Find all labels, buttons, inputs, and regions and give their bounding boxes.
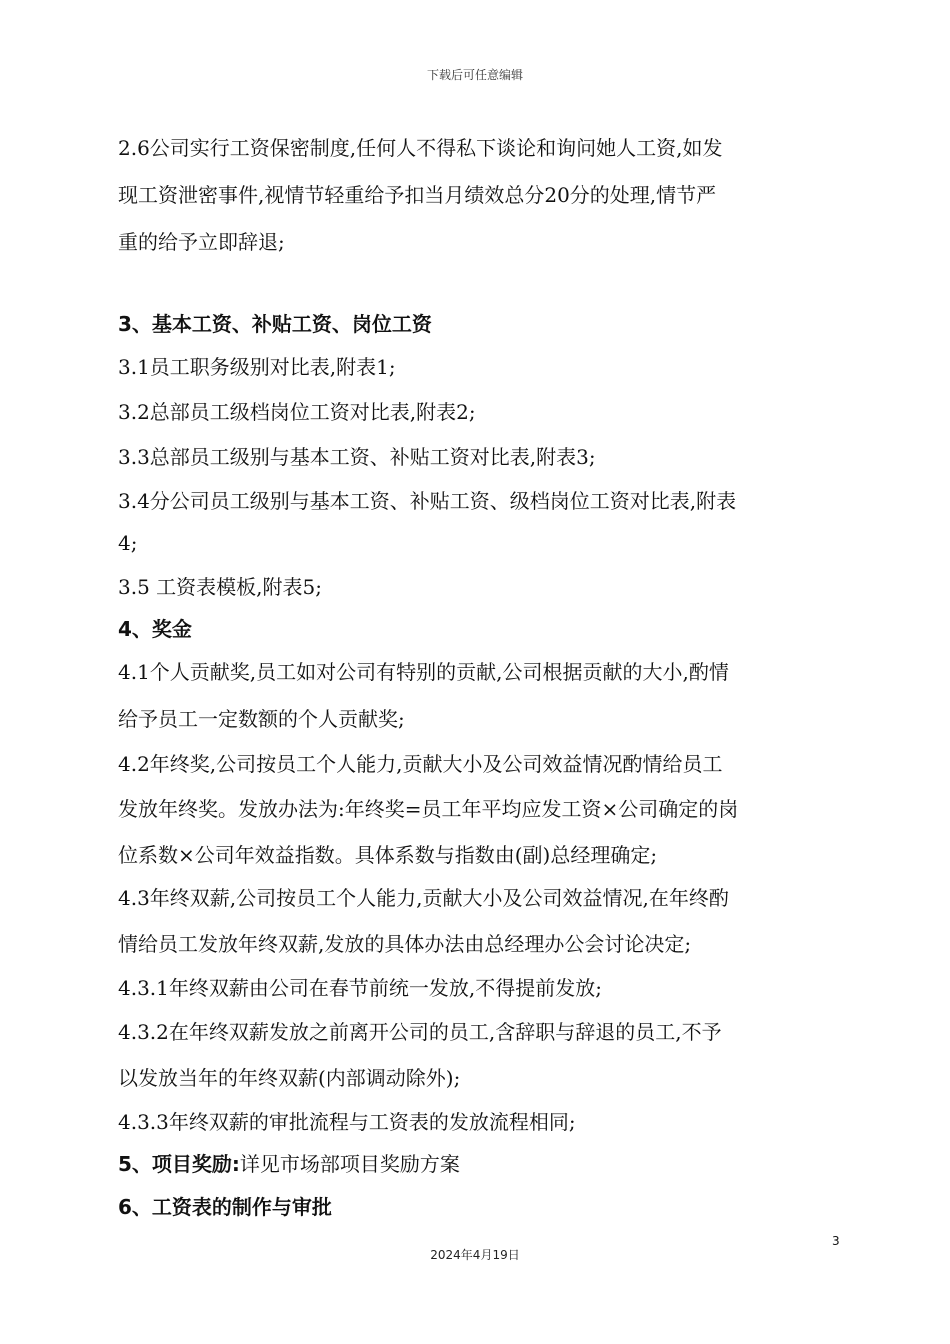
paragraph-line: 4; xyxy=(118,531,138,555)
paragraph-line: 3.5 工资表模板,附表5; xyxy=(118,575,322,599)
paragraph-line: 位系数×公司年效益指数。具体系数与指数由(副)总经理确定; xyxy=(118,843,658,867)
paragraph-line: 给予员工一定数额的个人贡献奖; xyxy=(118,707,405,731)
paragraph-line: 3.3总部员工级别与基本工资、补贴工资对比表,附表3; xyxy=(118,445,596,469)
page-header: 下载后可任意编辑 xyxy=(426,68,523,82)
paragraph-line: 4.1个人贡献奖,员工如对公司有特别的贡献,公司根据贡献的大小,酌情 xyxy=(118,660,729,684)
paragraph-line: 情给员工发放年终双薪,发放的具体办法由总经理办公会讨论决定; xyxy=(118,932,692,956)
paragraph-line: 重的给予立即辞退; xyxy=(118,230,285,254)
paragraph-line: 4.2年终奖,公司按员工个人能力,贡献大小及公司效益情况酌情给员工 xyxy=(118,752,723,776)
section-heading-4: 4、奖金 xyxy=(118,617,192,641)
paragraph-line: 3.1员工职务级别对比表,附表1; xyxy=(118,355,396,379)
section-heading-5: 5、项目奖励: xyxy=(118,1152,240,1176)
page-footer-date: 2024年4月19日 xyxy=(430,1248,520,1262)
page-number: 3 xyxy=(832,1234,840,1248)
section-heading-3: 3、基本工资、补贴工资、岗位工资 xyxy=(118,312,432,336)
paragraph-line: 4.3年终双薪,公司按员工个人能力,贡献大小及公司效益情况,在年终酌 xyxy=(118,886,729,910)
section-heading-6: 6、工资表的制作与审批 xyxy=(118,1195,332,1219)
paragraph-line: 2.6公司实行工资保密制度,任何人不得私下谈论和询问她人工资,如发 xyxy=(118,136,723,160)
paragraph-line: 4.3.1年终双薪由公司在春节前统一发放,不得提前发放; xyxy=(118,976,602,1000)
section-5-text: 详见市场部项目奖励方案 xyxy=(239,1152,460,1176)
paragraph-line: 4.3.3年终双薪的审批流程与工资表的发放流程相同; xyxy=(118,1110,576,1134)
paragraph-line: 3.2总部员工级档岗位工资对比表,附表2; xyxy=(118,400,476,424)
paragraph-line: 3.4分公司员工级别与基本工资、补贴工资、级档岗位工资对比表,附表 xyxy=(118,489,737,513)
section-5-line xyxy=(118,1141,844,1188)
paragraph-line: 以发放当年的年终双薪(内部调动除外); xyxy=(118,1066,461,1090)
paragraph-line: 现工资泄密事件,视情节轻重给予扣当月绩效总分20分的处理,情节严 xyxy=(118,183,717,207)
paragraph-line: 发放年终奖。发放办法为:年终奖=员工年平均应发工资×公司确定的岗 xyxy=(118,797,739,821)
paragraph-line: 4.3.2在年终双薪发放之前离开公司的员工,含辞职与辞退的员工,不予 xyxy=(118,1020,722,1044)
